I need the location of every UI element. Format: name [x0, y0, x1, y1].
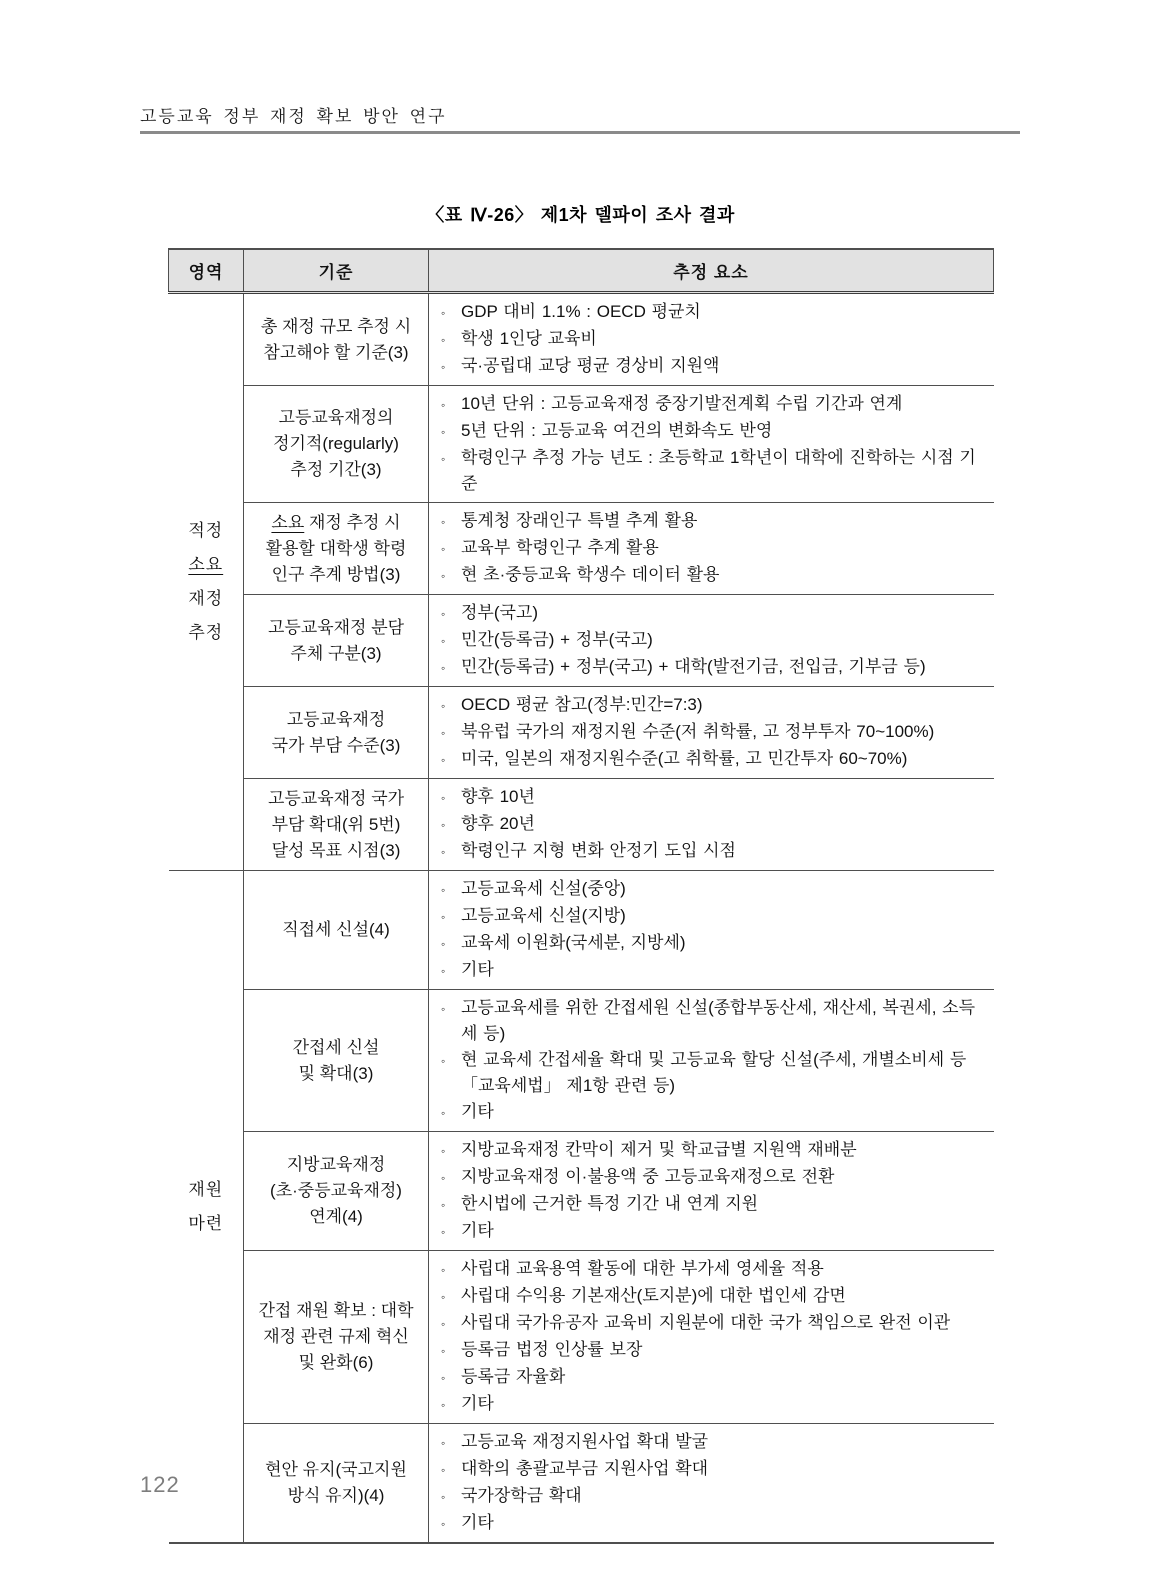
list-item [441, 995, 988, 1047]
list-item [441, 1483, 988, 1510]
item-bullet-icon: ◦ [441, 607, 446, 621]
items-cell [429, 503, 994, 595]
item-text: 민간(등록금) + 정부(국고) [461, 630, 653, 649]
item-text: 사립대 교육용역 활동에 대한 부가세 영세율 적용 [461, 1259, 824, 1278]
table-row [169, 386, 994, 503]
list-item [441, 719, 988, 746]
item-text: 대학의 총괄교부금 지원사업 확대 [461, 1459, 709, 1478]
list-item [441, 1191, 988, 1218]
item-text: 기타 [461, 960, 494, 979]
item-bullet-icon: ◦ [441, 964, 446, 978]
list-item [441, 1283, 988, 1310]
item-text: 현 교육세 간접세율 확대 및 고등교육 할당 신설(주세, 개별소비세 등 「교육세법」 제1항 관련 등) [461, 1050, 967, 1095]
list-item [441, 1391, 988, 1418]
item-text: 지방교육재정 이·불용액 중 고등교육재정으로 전환 [461, 1167, 835, 1186]
table-row [169, 779, 994, 871]
item-bullet-icon: ◦ [441, 818, 446, 832]
item-text: 향후 10년 [461, 787, 535, 806]
item-text: 학생 1인당 교육비 [461, 329, 597, 348]
item-bullet-icon: ◦ [441, 1371, 446, 1385]
item-bullet-icon: ◦ [441, 883, 446, 897]
item-text: 기타 [461, 1221, 494, 1240]
item-bullet-icon: ◦ [441, 1002, 446, 1016]
list-item [441, 508, 988, 535]
item-bullet-icon: ◦ [441, 1171, 446, 1185]
area-cell: 재원 마련 [169, 871, 244, 1544]
item-bullet-icon: ◦ [441, 845, 446, 859]
list-item [441, 1337, 988, 1364]
list-item [441, 535, 988, 562]
item-bullet-icon: ◦ [441, 634, 446, 648]
list-item [441, 600, 988, 627]
items-cell [429, 595, 994, 687]
items-cell [429, 990, 994, 1132]
items-cell [429, 1424, 994, 1544]
items-cell [429, 1251, 994, 1424]
item-text: 지방교육재정 칸막이 제거 및 학교급별 지원액 재배분 [461, 1140, 857, 1159]
list-item [441, 876, 988, 903]
criteria-cell: 총 재정 규모 추정 시 참고해야 할 기준(3) [244, 293, 429, 386]
criteria-cell: 현안 유지(국고지원 방식 유지)(4) [244, 1424, 429, 1544]
area-cell: 적정 소요 재정 추정 [169, 293, 244, 871]
item-bullet-icon: ◦ [441, 1517, 446, 1531]
item-text: 통계청 장래인구 특별 추계 활용 [461, 511, 698, 530]
criteria-cell: 지방교육재정 (초·중등교육재정) 연계(4) [244, 1132, 429, 1251]
item-text: 10년 단위 : 고등교육재정 중장기발전계획 수립 기간과 연계 [461, 394, 903, 413]
list-item [441, 445, 988, 497]
item-text: 사립대 국가유공자 교육비 지원분에 대한 국가 책임으로 완전 이관 [461, 1313, 951, 1332]
table-row [169, 293, 994, 386]
item-text: OECD 평균 참고(정부:민간=7:3) [461, 695, 703, 714]
item-bullet-icon: ◦ [441, 699, 446, 713]
item-text: 한시법에 근거한 특정 기간 내 연계 지원 [461, 1194, 759, 1213]
item-bullet-icon: ◦ [441, 1290, 446, 1304]
list-item [441, 1164, 988, 1191]
list-item [441, 418, 988, 445]
list-item [441, 1310, 988, 1337]
item-text: 정부(국고) [461, 603, 539, 622]
items-cell [429, 687, 994, 779]
table-row [169, 687, 994, 779]
item-text: 미국, 일본의 재정지원수준(고 취학률, 고 민간투자 60~70%) [461, 749, 908, 768]
item-text: 기타 [461, 1394, 494, 1413]
list-item [441, 746, 988, 773]
item-text: 고등교육세 신설(지방) [461, 906, 626, 925]
item-bullet-icon: ◦ [441, 452, 446, 466]
item-text: 기타 [461, 1513, 494, 1532]
item-bullet-icon: ◦ [441, 910, 446, 924]
list-item [441, 654, 988, 681]
item-bullet-icon: ◦ [441, 1398, 446, 1412]
list-item [441, 784, 988, 811]
list-item [441, 811, 988, 838]
item-bullet-icon: ◦ [441, 1144, 446, 1158]
table-row [169, 1251, 994, 1424]
running-head: 고등교육 정부 재정 확보 방안 연구 [140, 107, 447, 126]
item-bullet-icon: ◦ [441, 1463, 446, 1477]
item-text: 현 초·중등교육 학생수 데이터 활용 [461, 565, 720, 584]
item-bullet-icon: ◦ [441, 515, 446, 529]
item-bullet-icon: ◦ [441, 1344, 446, 1358]
criteria-cell: 고등교육재정 국가 부담 수준(3) [244, 687, 429, 779]
criteria-cell: 고등교육재정 분담 주체 구분(3) [244, 595, 429, 687]
item-text: 북유럽 국가의 재정지원 수준(저 취학률, 고 정부투자 70~100%) [461, 722, 935, 741]
item-text: 교육부 학령인구 추계 활용 [461, 538, 659, 557]
item-bullet-icon: ◦ [441, 1490, 446, 1504]
table-row [169, 871, 994, 990]
table-row [169, 1424, 994, 1544]
col-header-items: 추정 요소 [429, 249, 994, 293]
item-bullet-icon: ◦ [441, 333, 446, 347]
criteria-cell: 소요 재정 추정 시 활용할 대학생 학령 인구 추계 방법(3) [244, 503, 429, 595]
item-text: 고등교육세를 위한 간접세원 신설(종합부동산세, 재산세, 복권세, 소득세 등) [461, 998, 975, 1043]
item-bullet-icon: ◦ [441, 937, 446, 951]
criteria-cell: 간접세 신설 및 확대(3) [244, 990, 429, 1132]
item-text: 등록금 법정 인상률 보장 [461, 1340, 643, 1359]
items-cell [429, 779, 994, 871]
page-number: 122 [140, 1472, 180, 1497]
item-bullet-icon: ◦ [441, 1106, 446, 1120]
table-row [169, 595, 994, 687]
list-item [441, 1218, 988, 1245]
item-bullet-icon: ◦ [441, 753, 446, 767]
list-item [441, 1256, 988, 1283]
item-bullet-icon: ◦ [441, 1198, 446, 1212]
items-cell [429, 386, 994, 503]
list-item [441, 1429, 988, 1456]
list-item [441, 326, 988, 353]
item-bullet-icon: ◦ [441, 569, 446, 583]
list-item [441, 1456, 988, 1483]
item-bullet-icon: ◦ [441, 1263, 446, 1277]
item-text: GDP 대비 1.1% : OECD 평균치 [461, 302, 701, 321]
item-bullet-icon: ◦ [441, 661, 446, 675]
item-bullet-icon: ◦ [441, 726, 446, 740]
list-item [441, 957, 988, 984]
item-bullet-icon: ◦ [441, 1225, 446, 1239]
items-cell [429, 871, 994, 990]
list-item [441, 627, 988, 654]
criteria-cell: 직접세 신설(4) [244, 871, 429, 990]
criteria-cell: 고등교육재정의 정기적(regularly) 추정 기간(3) [244, 386, 429, 503]
item-bullet-icon: ◦ [441, 542, 446, 556]
list-item [441, 692, 988, 719]
item-text: 등록금 자율화 [461, 1367, 566, 1386]
item-bullet-icon: ◦ [441, 1317, 446, 1331]
table-body [169, 293, 994, 1544]
item-bullet-icon: ◦ [441, 360, 446, 374]
item-text: 기타 [461, 1102, 494, 1121]
delphi-result-table [168, 248, 994, 1544]
running-head-rule [140, 131, 1020, 134]
table-row [169, 1132, 994, 1251]
item-text: 향후 20년 [461, 814, 535, 833]
item-text: 고등교육세 신설(중앙) [461, 879, 626, 898]
list-item [441, 1137, 988, 1164]
list-item [441, 562, 988, 589]
item-bullet-icon: ◦ [441, 425, 446, 439]
list-item [441, 930, 988, 957]
items-cell [429, 293, 994, 386]
item-text: 고등교육 재정지원사업 확대 발굴 [461, 1432, 709, 1451]
item-bullet-icon: ◦ [441, 1436, 446, 1450]
table-header-row [169, 249, 994, 293]
item-text: 교육세 이원화(국세분, 지방세) [461, 933, 686, 952]
item-text: 5년 단위 : 고등교육 여건의 변화속도 반영 [461, 421, 773, 440]
col-header-area: 영역 [169, 249, 244, 293]
list-item [441, 838, 988, 865]
list-item [441, 903, 988, 930]
list-item [441, 299, 988, 326]
item-text: 국·공립대 교당 평균 경상비 지원액 [461, 356, 720, 375]
table-title: 〈표 Ⅳ-26〉 제1차 델파이 조사 결과 [426, 205, 735, 225]
list-item [441, 1099, 988, 1126]
list-item [441, 1364, 988, 1391]
table-row [169, 503, 994, 595]
item-text: 민간(등록금) + 정부(국고) + 대학(발전기금, 전입금, 기부금 등) [461, 657, 926, 676]
criteria-cell: 간접 재원 확보 : 대학 재정 관련 규제 혁신 및 완화(6) [244, 1251, 429, 1424]
item-bullet-icon: ◦ [441, 306, 446, 320]
table-row [169, 990, 994, 1132]
item-bullet-icon: ◦ [441, 398, 446, 412]
items-cell [429, 1132, 994, 1251]
item-text: 학령인구 추정 가능 년도 : 초등학교 1학년이 대학에 진학하는 시점 기준 [461, 448, 976, 493]
col-header-criteria: 기준 [244, 249, 429, 293]
item-bullet-icon: ◦ [441, 791, 446, 805]
criteria-cell: 고등교육재정 국가 부담 확대(위 5번) 달성 목표 시점(3) [244, 779, 429, 871]
list-item [441, 1047, 988, 1099]
list-item [441, 353, 988, 380]
list-item [441, 391, 988, 418]
list-item [441, 1510, 988, 1537]
item-text: 학령인구 지형 변화 안정기 도입 시점 [461, 841, 736, 860]
item-text: 국가장학금 확대 [461, 1486, 582, 1505]
item-text: 사립대 수익용 기본재산(토지분)에 대한 법인세 감면 [461, 1286, 846, 1305]
item-bullet-icon: ◦ [441, 1054, 446, 1068]
